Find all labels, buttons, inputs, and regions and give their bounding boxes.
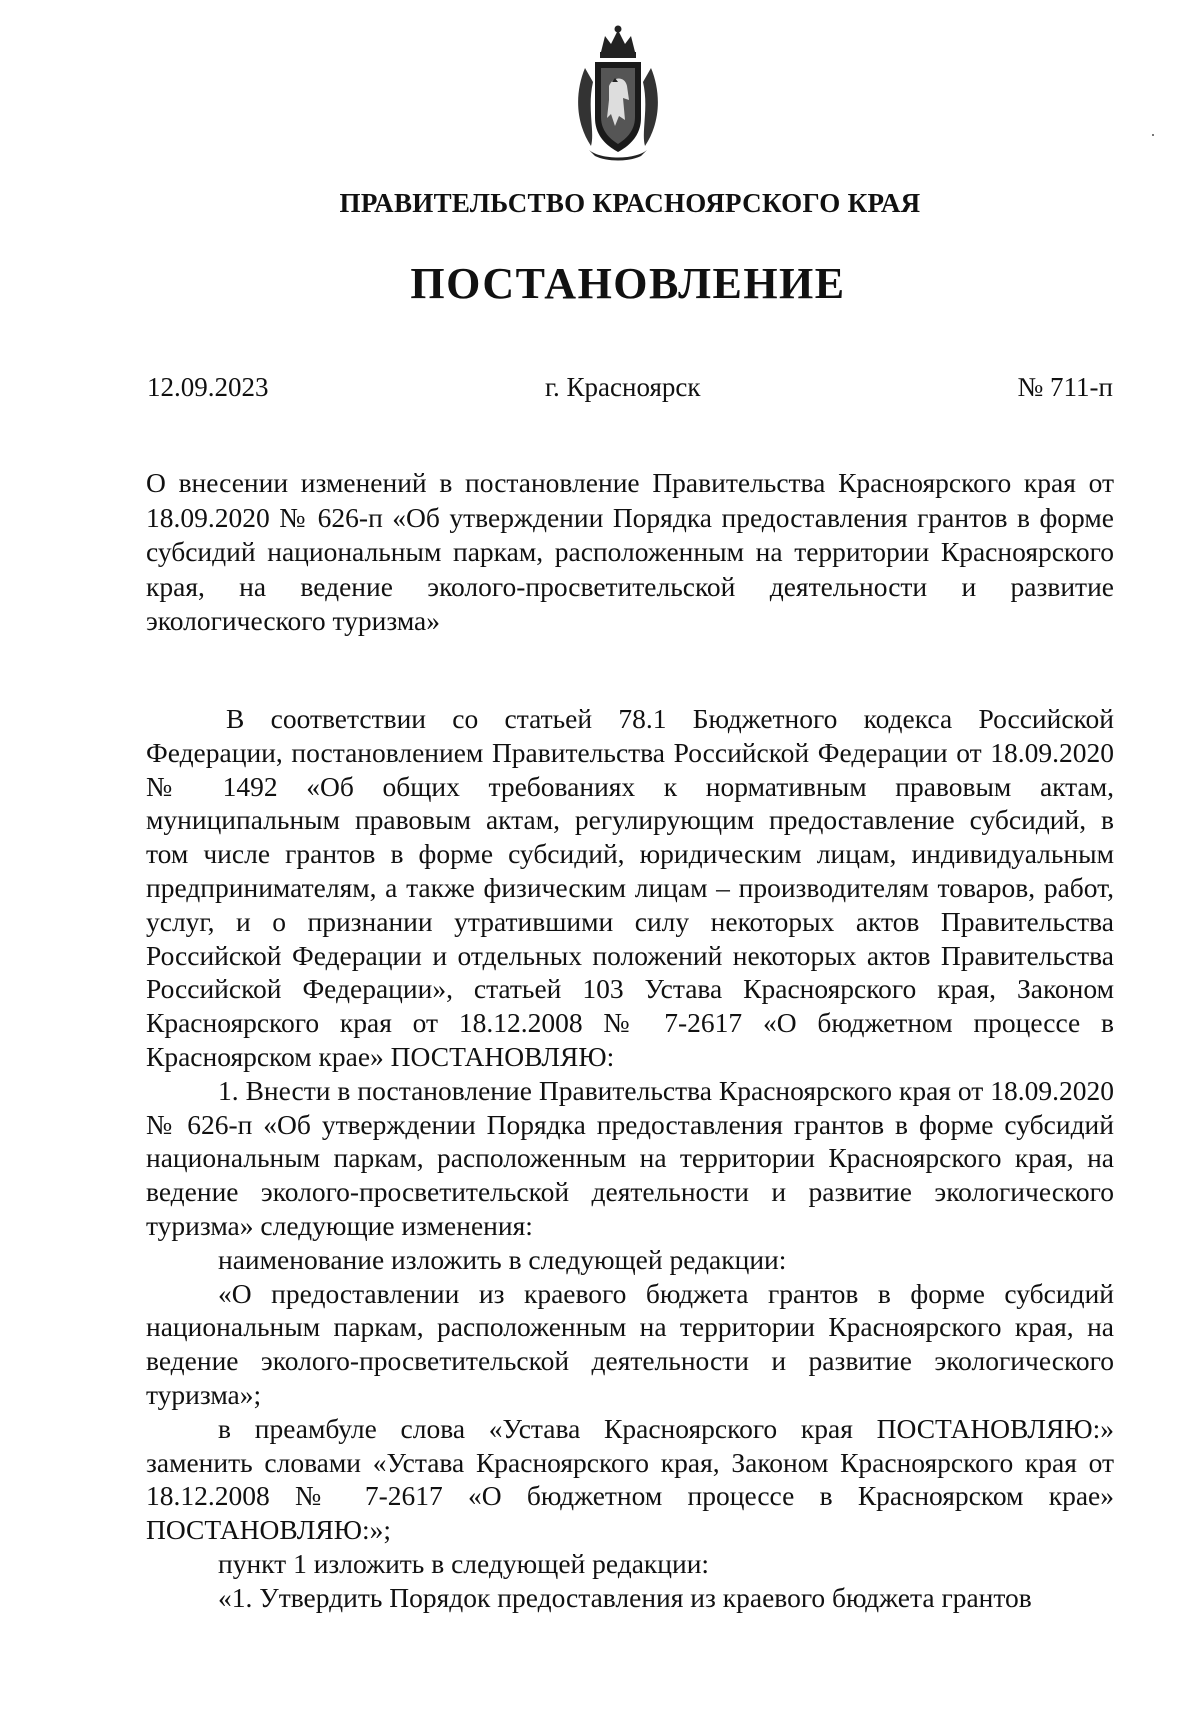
scan-speck: [1152, 134, 1154, 136]
government-name: ПРАВИТЕЛЬСТВО КРАСНОЯРСКОГО КРАЯ: [339, 188, 921, 218]
body-paragraph: наименование изложить в следующей редакции:: [218, 1243, 787, 1275]
preamble-paragraph: В соответствии со статьей 78.1 Бюджетного кодекса Российской Федерации, постановлением Правительства Российской Федерации от 18.09.2020 № 1492 «Об общих требованиях к нормативным правовым актам, муниципальным правовым актам, регулирующим предоставление субсидий, в том числе грантов в форме субсидий, юридическим лицам, индивидуальным предпринимателям, а также физическим лицам – производителям товаров, работ, услуг, и о признании утратившими силу некоторых актов Правительства Российской Федерации и отдельных положений некоторых актов Правительства Российской Федерации», статьей 103 Устава Красноярского края, Законом Красноярского края от 18.12.2008 № 7-2617 «О бюджетном процессе в Красноярском крае» ПОСТАНОВЛЯЮ:: [146, 703, 1114, 1072]
body-paragraph: 1. Внести в постановление Правительства Красноярского края от 18.09.2020 № 626-п «Об утверждении Порядка предоставления грантов в форме субсидий национальным паркам, расположенным на территории Красноярского края, на ведение эколого-просветительской деятельности и развитие экологического туризма» следующие изменения:: [146, 1074, 1114, 1241]
document-date: 12.09.2023: [147, 372, 269, 402]
document-body: [146, 702, 1114, 1615]
coat-of-arms-emblem: [571, 22, 665, 162]
document-number: № 711-п: [1017, 372, 1113, 402]
document-type-title: ПОСТАНОВЛЕНИЕ: [410, 259, 846, 308]
body-paragraph: в преамбуле слова «Устава Красноярского края ПОСТАНОВЛЯЮ:» заменить словами «Устава Красноярского края, Законом Красноярского края от 18.12.2008 № 7-2617 «О бюджетном процессе в Красноярском крае» ПОСТАНОВЛЯЮ:»;: [146, 1412, 1114, 1546]
body-paragraph: «О предоставлении из краевого бюджета грантов в форме субсидий национальным паркам, расположенным на территории Красноярского края, на ведение эколого-просветительской деятельности и развитие экологического туризма»;: [146, 1277, 1114, 1410]
document-subject: О внесении изменений в постановление Правительства Красноярского края от 18.09.2020 № 626-п «Об утверждении Порядка предоставления грантов в форме субсидий национальным паркам, расположенным на территории Красноярского края, на ведение эколого-просветительской деятельности и развитие экологического туризма»: [146, 467, 1114, 636]
body-paragraph: «1. Утвердить Порядок предоставления из краевого бюджета грантов: [218, 1581, 1032, 1613]
body-paragraph: пункт 1 изложить в следующей редакции:: [218, 1547, 710, 1579]
document-city: г. Красноярск: [545, 372, 701, 402]
